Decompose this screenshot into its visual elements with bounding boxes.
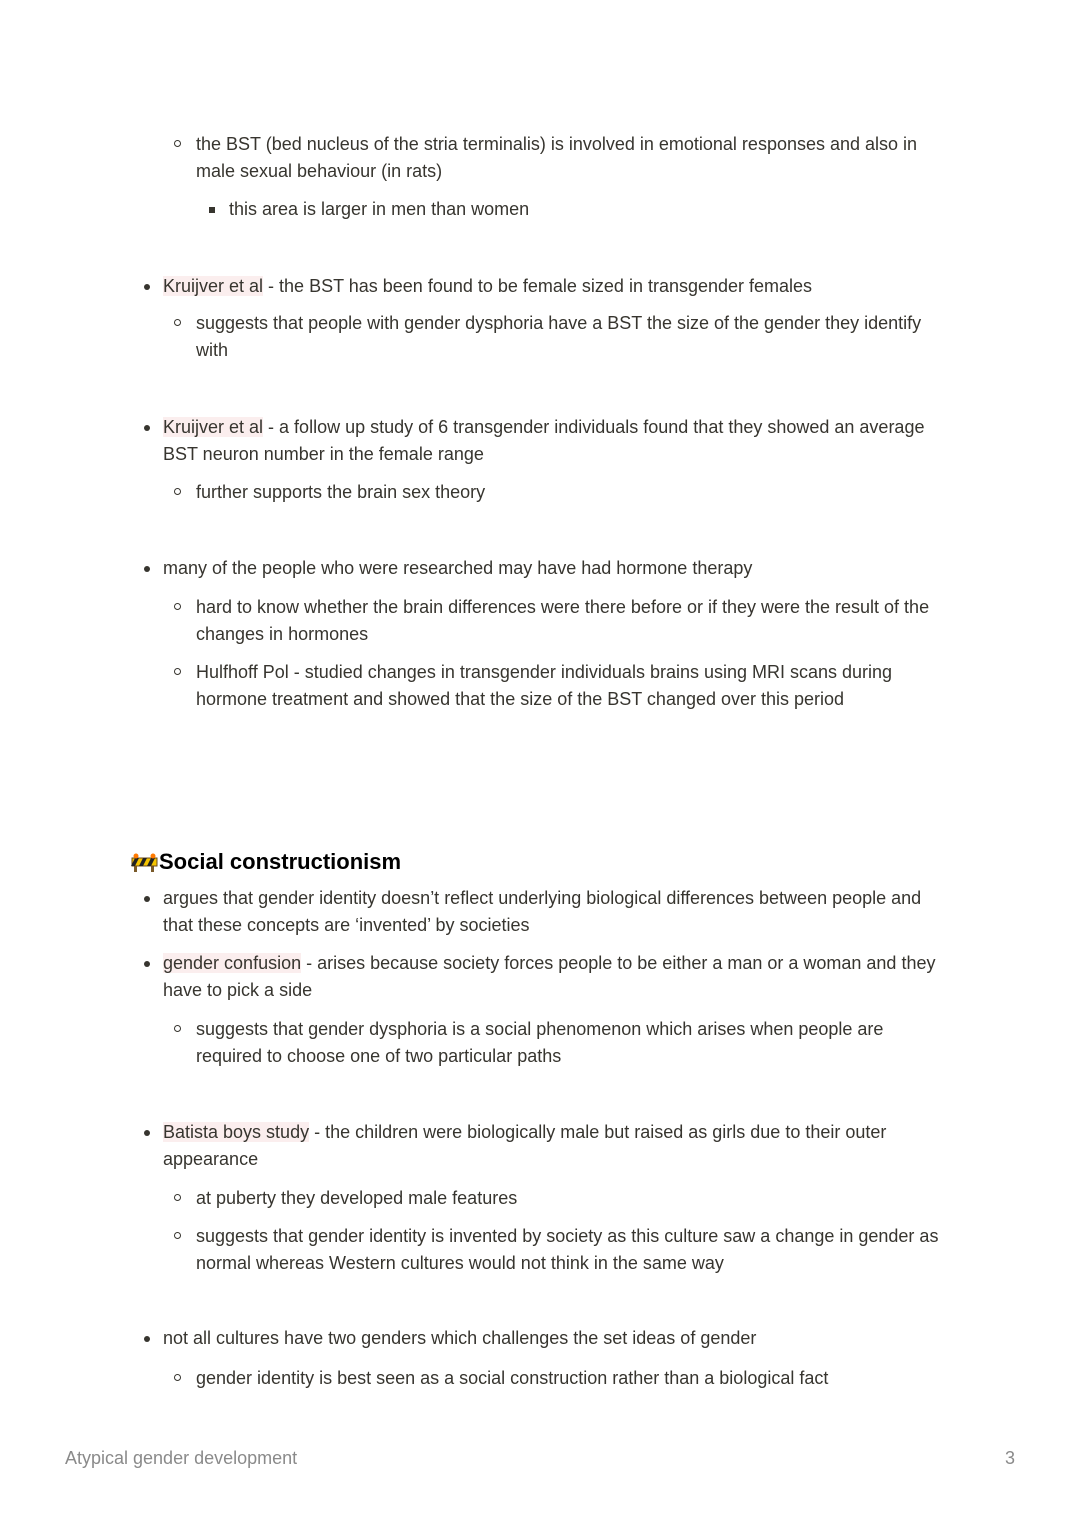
- social-1-line-2: that these concepts are ‘invented’ by societies: [163, 915, 530, 935]
- confusion-sub-line-1: suggests that gender dysphoria is a social phenomenon which arises when people are: [196, 1019, 884, 1039]
- kruijver-1-rest: - the BST has been found to be female sized in transgender females: [263, 276, 813, 296]
- kruijver-1-sub-line-2: with: [196, 340, 229, 360]
- circle-bullet: [174, 1025, 181, 1032]
- kruijver-2-name: Kruijver et al: [163, 417, 264, 437]
- kruijver-1-line: [163, 273, 812, 300]
- bst-intro-line-2: male sexual behaviour (in rats): [196, 161, 443, 181]
- hormone-line: many of the people who were researched may have had hormone therapy: [163, 558, 753, 578]
- circle-bullet: [174, 1374, 181, 1381]
- disc-bullet: [144, 284, 150, 290]
- batista-sub-1: at puberty they developed male features: [196, 1188, 518, 1208]
- section-heading-text: Social constructionism: [159, 849, 402, 874]
- disc-bullet: [144, 896, 150, 902]
- section-heading: [131, 847, 401, 877]
- batista-rest: - the children were biologically male but raised as girls due to their outer: [309, 1122, 887, 1142]
- confusion-line-1: [163, 950, 935, 977]
- circle-bullet: [174, 603, 181, 610]
- circle-bullet: [174, 668, 181, 675]
- construction-barrier-icon: [131, 850, 158, 870]
- hormone-sub-2-line-2: hormone treatment and showed that the size of the BST changed over this period: [196, 689, 845, 709]
- batista-sub-2-line-1: suggests that gender identity is invented by society as this culture saw a change in gender as: [196, 1226, 939, 1246]
- circle-bullet: [174, 319, 181, 326]
- confusion-rest: - arises because society forces people to be either a man or a woman and they: [301, 953, 936, 973]
- disc-bullet: [144, 566, 150, 572]
- confusion-sub-line-2: required to choose one of two particular paths: [196, 1046, 562, 1066]
- kruijver-2-rest: - a follow up study of 6 transgender individuals found that they showed an average: [263, 417, 925, 437]
- footer-page-number: 3: [1004, 1448, 1015, 1468]
- hormone-sub-2-line-1: Hulfhoff Pol - studied changes in transgender individuals brains using MRI scans during: [196, 662, 893, 682]
- batista-sub-2-line-2: normal whereas Western cultures would not think in the same way: [196, 1253, 724, 1273]
- batista-line-1: [163, 1119, 886, 1146]
- batista-line-2: appearance: [163, 1149, 259, 1169]
- kruijver-2-line-1: [163, 414, 924, 441]
- kruijver-1-name: Kruijver et al: [163, 276, 264, 296]
- cultures-sub: gender identity is best seen as a social construction rather than a biological fact: [196, 1368, 829, 1388]
- confusion-name: gender confusion: [163, 953, 302, 973]
- circle-bullet: [174, 1232, 181, 1239]
- footer-document-title: Atypical gender development: [65, 1448, 298, 1468]
- bst-intro-line-1: the BST (bed nucleus of the stria terminalis) is involved in emotional responses and also in: [196, 134, 918, 154]
- hormone-sub-1-line-1: hard to know whether the brain differences were there before or if they were the result of the: [196, 597, 930, 617]
- cultures-line: not all cultures have two genders which challenges the set ideas of gender: [163, 1328, 757, 1348]
- kruijver-2-sub: further supports the brain sex theory: [196, 482, 486, 502]
- social-1-line-1: argues that gender identity doesn’t reflect underlying biological differences between people and: [163, 888, 922, 908]
- bst-intro-sub: this area is larger in men than women: [229, 199, 530, 219]
- disc-bullet: [144, 1130, 150, 1136]
- confusion-line-2: have to pick a side: [163, 980, 313, 1000]
- circle-bullet: [174, 1194, 181, 1201]
- disc-bullet: [144, 961, 150, 967]
- kruijver-2-line-2: BST neuron number in the female range: [163, 444, 484, 464]
- kruijver-1-sub-line-1: suggests that people with gender dysphoria have a BST the size of the gender they identify: [196, 313, 922, 333]
- circle-bullet: [174, 140, 181, 147]
- disc-bullet: [144, 425, 150, 431]
- batista-name: Batista boys study: [163, 1122, 310, 1142]
- circle-bullet: [174, 488, 181, 495]
- square-bullet: [209, 207, 215, 213]
- disc-bullet: [144, 1336, 150, 1342]
- hormone-sub-1-line-2: changes in hormones: [196, 624, 369, 644]
